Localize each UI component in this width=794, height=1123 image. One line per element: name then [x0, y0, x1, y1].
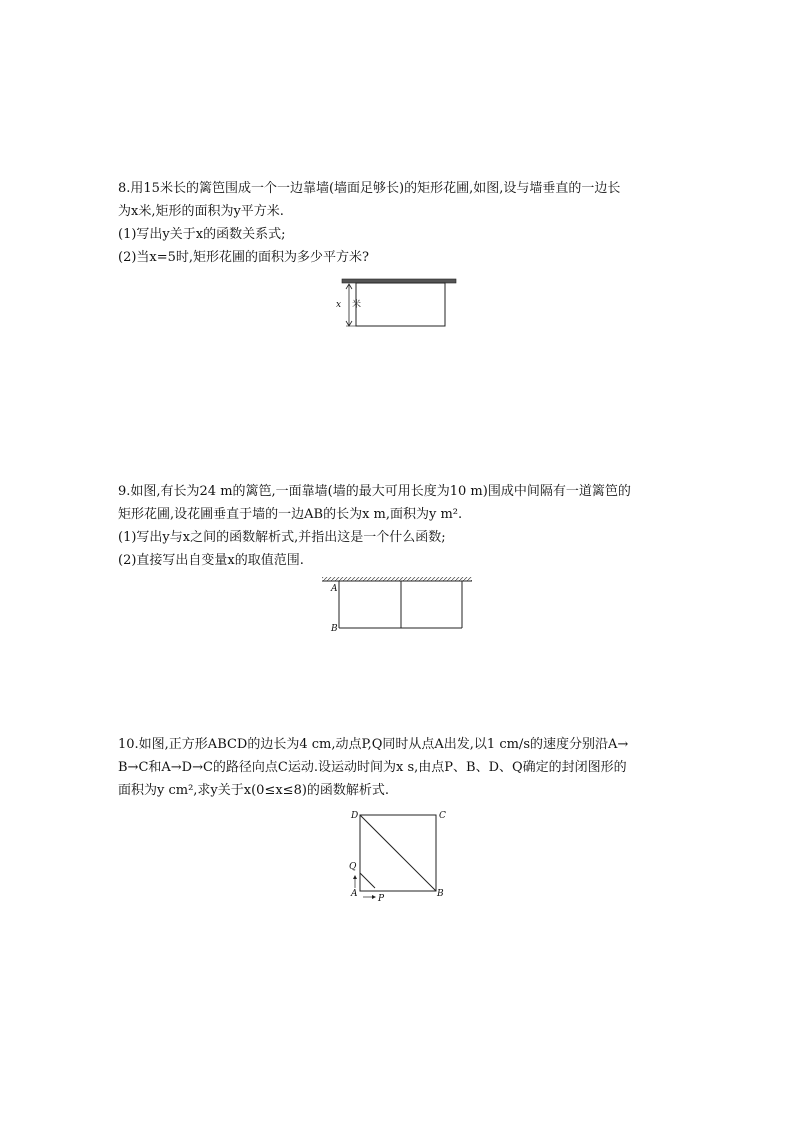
problem-9-line-2: 矩形花圃,设花圃垂直于墙的一边AB的长为x m,面积为y m².: [118, 507, 463, 522]
point-label-Q: Q: [349, 862, 357, 872]
problem-10-line-2: B→C和A→D→C的路径向点C运动.设运动时间为x s,由点P、B、D、Q确定的封闭图形的: [118, 760, 627, 775]
point-label-D: D: [351, 811, 359, 821]
garden-rectangle: [356, 283, 445, 326]
wall-hatching: [322, 577, 472, 581]
wall: [342, 279, 456, 283]
point-label-A: A: [351, 889, 358, 899]
figure-9: [320, 576, 475, 634]
arrow-right-icon: [372, 895, 376, 899]
arrow-up-icon: [353, 875, 357, 879]
side-label-x: x: [336, 300, 342, 310]
point-label-C: C: [439, 811, 446, 821]
figure-10: [345, 808, 455, 908]
problem-10-line-1: 10.如图,正方形ABCD的边长为4 cm,动点P,Q同时从点A出发,以1 cm/s的速度分别沿A→: [118, 737, 629, 752]
figure-8: [330, 276, 470, 332]
problem-8: [118, 177, 678, 269]
point-label-A: A: [331, 584, 338, 594]
problem-8-line-3: (1)写出y关于x的函数关系式;: [118, 227, 286, 242]
problem-9-line-3: (1)写出y与x之间的函数解析式,并指出这是一个什么函数;: [118, 530, 446, 545]
problem-8-line-4: (2)当x=5时,矩形花圃的面积为多少平方米?: [118, 250, 370, 265]
unit-label: 米: [352, 300, 362, 310]
point-label-B: B: [331, 624, 338, 634]
problem-8-line-2: 为x米,矩形的面积为y平方米.: [118, 204, 284, 219]
point-label-B: B: [437, 889, 444, 899]
problem-9-line-4: (2)直接写出自变量x的取值范围.: [118, 553, 304, 568]
problem-9-line-1: 9.如图,有长为24 m的篱笆,一面靠墙(墙的最大可用长度为10 m)围成中间隔有一道篱笆的: [118, 484, 631, 499]
problem-10-line-3: 面积为y cm²,求y关于x(0≤x≤8)的函数解析式.: [118, 783, 390, 798]
problem-9: [118, 480, 678, 572]
problem-10: [118, 733, 678, 802]
segment-QP: [360, 873, 375, 888]
diagonal-DB: [360, 815, 436, 891]
problem-8-line-1: 8.用15米长的篱笆围成一个一边靠墙(墙面足够长)的矩形花圃,如图,设与墙垂直的一边长: [118, 181, 621, 196]
point-label-P: P: [378, 894, 385, 904]
